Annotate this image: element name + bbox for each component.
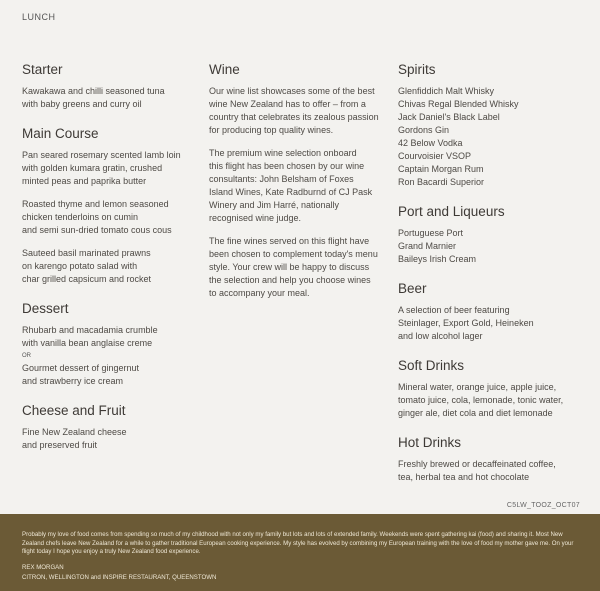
chef-footer [0,514,600,591]
beer-text: A selection of beer featuring Steinlager, Export Gold, Heineken and low alcohol lager [398,305,534,341]
meal-label: LUNCH [22,12,56,22]
drinks-column [398,62,573,484]
spirits-heading: Spirits [398,62,436,77]
main-course-item: Sauteed basil marinated prawns on karengo potato salad with char grilled capsicum and rocket [22,248,152,284]
wine-heading: Wine [209,62,240,77]
spirits-list: Glenfiddich Malt Whisky Chivas Regal Blended Whisky Jack Daniel's Black Label Gordons Gin 42 Below Vodka Courvoisier VSOP Captain Morgan Rum Ron Bacardi Superior [398,86,519,187]
wine-paragraph: The fine wines served on this flight have been chosen to complement today's menu style. Your crew will be happy to discuss the selection and help you choose wines to accompany your meal. [209,236,378,298]
main-course-heading: Main Course [22,126,99,141]
hot-drinks-text: Freshly brewed or decaffeinated coffee, tea, herbal tea and hot chocolate [398,459,556,482]
beer-heading: Beer [398,281,427,296]
wine-paragraph: The premium wine selection onboard this flight has been chosen by our wine consultants: John Belsham of Foxes Island Wines, Kate Radburnd of CJ Pask Winery and Jim Harré, nationally recognised wine judge. [209,148,373,223]
chef-name: REX MORGAN [22,564,64,571]
dessert-item: Gourmet dessert of gingernut and strawberry ice cream [22,363,140,386]
chef-story: Probably my love of food comes from spending so much of my childhood with not only my family but lots and lots of extended family. Weekends were spent gathering kai (food) and sharing it. Most New Zealand chefs leave New Zealand for a while to gather traditional European cooking experience. My style has evolved by combining my European training with the love of food my mother gave me. On your flight today I hope you enjoy a truly New Zealand food experience. [22,531,574,555]
dessert-item: Rhubarb and macadamia crumble with vanilla bean anglaise creme [22,325,158,348]
port-list: Portuguese Port Grand Marnier Baileys Irish Cream [398,228,477,264]
or-separator: OR [22,353,31,359]
menu-code: C5LW_TOOZ_OCT07 [506,502,580,509]
dessert-section [22,324,200,388]
cheese-item: Fine New Zealand cheese and preserved fruit [22,427,127,450]
wine-paragraph: Our wine list showcases some of the best wine New Zealand has to offer – from a country that celebrates its zealous passion for producing top quality wines. [209,86,379,135]
wine-column [209,62,389,300]
dessert-heading: Dessert [22,301,69,316]
main-course-item: Roasted thyme and lemon seasoned chicken tenderloins on cumin and semi sun-dried tomato cous cous [22,199,172,235]
starter-heading: Starter [22,62,63,77]
soft-drinks-text: Mineral water, orange juice, apple juice, tomato juice, cola, lemonade, tonic water, ginger ale, diet cola and diet lemonade [398,382,564,418]
main-course-section [22,149,200,286]
starter-item: Kawakawa and chilli seasoned tuna with baby greens and curry oil [22,86,165,109]
port-heading: Port and Liqueurs [398,204,505,219]
cheese-heading: Cheese and Fruit [22,403,126,418]
chef-credit [22,563,216,583]
food-column [22,62,200,452]
chef-restaurants: CITRON, WELLINGTON and INSPIRE RESTAURANT, QUEENSTOWN [22,574,217,581]
hot-drinks-heading: Hot Drinks [398,435,462,450]
soft-drinks-heading: Soft Drinks [398,358,465,373]
starter-section [22,85,200,111]
main-course-item: Pan seared rosemary scented lamb loin with golden kumara gratin, crushed minted peas and paprika butter [22,150,181,186]
